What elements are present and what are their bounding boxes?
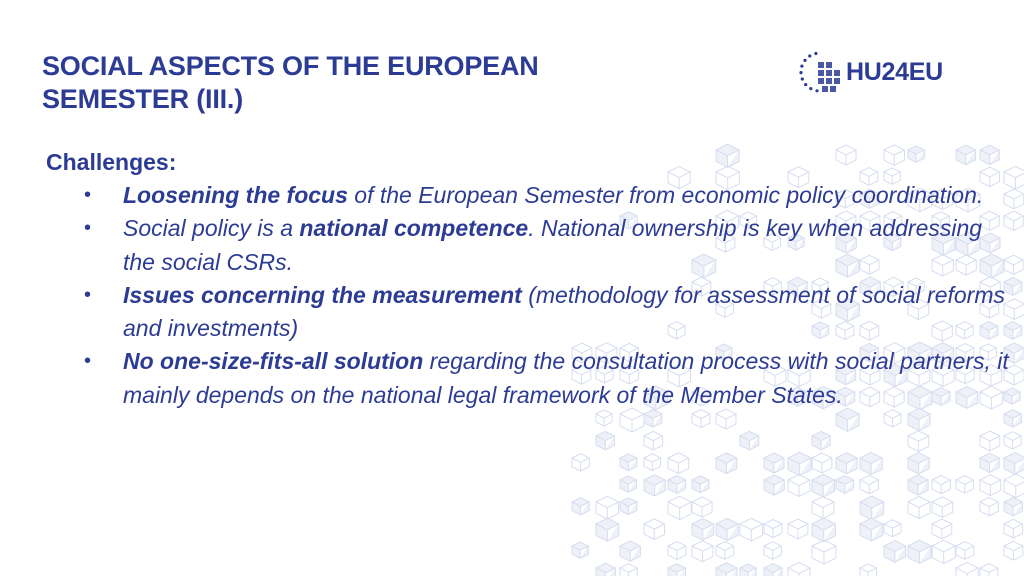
pattern-cube <box>1004 541 1023 560</box>
pattern-cube <box>812 474 835 497</box>
pattern-cube <box>644 454 661 471</box>
bullet-icon: • <box>84 350 92 373</box>
logo-cube <box>818 70 824 76</box>
logo-star <box>803 59 806 62</box>
pattern-cube <box>1004 410 1021 427</box>
bullet-bold: No one-size-fits-all solution <box>123 348 424 375</box>
list-item <box>46 179 1016 212</box>
pattern-cube <box>932 475 950 493</box>
pattern-cube <box>860 496 884 520</box>
logo-star <box>815 89 818 92</box>
bullet-icon: • <box>84 283 92 306</box>
bullet-text: of the European Semester from economic policy coordination. <box>347 182 984 208</box>
bullet-bold: Issues concerning the measurement <box>123 281 522 308</box>
pattern-cube <box>788 563 810 576</box>
pattern-cube <box>668 564 685 576</box>
pattern-cube <box>716 518 738 540</box>
pattern-cube <box>716 542 734 560</box>
pattern-cube <box>812 431 830 449</box>
pattern-cube <box>1004 497 1022 515</box>
pattern-cube <box>644 410 662 428</box>
pattern-cube <box>668 496 691 519</box>
pattern-cube <box>740 431 759 450</box>
pattern-cube <box>740 518 763 541</box>
pattern-cube <box>716 453 737 474</box>
logo-cube <box>818 62 824 68</box>
pattern-cube <box>692 519 714 541</box>
pattern-cube <box>980 475 1001 496</box>
pattern-cube <box>932 497 953 518</box>
bullet-icon: • <box>84 184 92 206</box>
pattern-cube <box>908 496 930 518</box>
pattern-cube <box>764 542 781 559</box>
pattern-cube <box>836 453 857 474</box>
pattern-cube <box>812 540 836 564</box>
pattern-cube <box>596 563 615 576</box>
pattern-cube <box>860 475 878 493</box>
pattern-cube <box>572 542 588 558</box>
pattern-cube <box>1004 474 1024 498</box>
logo-cube <box>826 62 832 68</box>
pattern-cube <box>980 453 999 472</box>
pattern-cube <box>980 431 1000 451</box>
logo-cube <box>834 70 840 76</box>
slide-title <box>42 50 682 116</box>
pattern-cube <box>884 541 906 563</box>
pattern-cube <box>620 498 637 515</box>
logo-star <box>801 77 804 80</box>
pattern-cube <box>644 475 665 496</box>
pattern-cube <box>956 476 973 493</box>
pattern-cube <box>572 498 589 515</box>
pattern-cube <box>980 564 998 576</box>
pattern-cube <box>788 519 808 539</box>
slide-title-line-2: SEMESTER (III.) <box>42 84 244 114</box>
bullet-text: (methodology for assessment of social reforms and investments) <box>123 281 1006 342</box>
pattern-cube <box>596 518 619 541</box>
pattern-cube <box>812 453 832 473</box>
pattern-cube <box>932 540 955 563</box>
pattern-cube <box>980 497 998 515</box>
logo-star <box>814 52 817 55</box>
list-item <box>46 279 1016 346</box>
pattern-cube <box>692 497 712 517</box>
logo-cube <box>822 86 828 92</box>
logo-star <box>809 87 812 90</box>
pattern-cube <box>788 452 811 475</box>
pattern-cube <box>764 453 784 473</box>
bullet-text: regarding the consultation process with social partners, it mainly depends on the national legal framework of the Member States. <box>123 348 1009 408</box>
pattern-cube <box>860 518 883 541</box>
pattern-cube <box>956 542 974 560</box>
pattern-cube <box>692 541 713 562</box>
pattern-cube <box>644 431 663 450</box>
pattern-cube <box>716 563 737 576</box>
pattern-cube <box>620 564 637 576</box>
pattern-cube <box>620 454 637 471</box>
pattern-cube <box>668 542 686 560</box>
logo-star <box>804 83 807 86</box>
pattern-cube <box>692 476 709 493</box>
pattern-cube <box>956 562 978 576</box>
pattern-cube <box>788 475 810 497</box>
pattern-cube <box>1004 519 1023 538</box>
logo-cube <box>834 78 840 84</box>
pattern-cube <box>764 475 784 495</box>
bullet-text: . National ownership is key when addressing the social CSRs. <box>123 215 983 275</box>
pattern-cube <box>668 453 689 474</box>
pattern-cube <box>908 540 931 563</box>
pattern-cube <box>908 431 929 452</box>
pattern-cube <box>620 541 640 561</box>
slide-title-line-1: SOCIAL ASPECTS OF THE EUROPEAN <box>42 51 539 81</box>
pattern-cube <box>884 520 901 537</box>
list-item <box>46 345 1016 412</box>
bullet-icon: • <box>84 217 92 240</box>
logo-cube <box>826 78 832 84</box>
slide-content <box>46 146 1016 412</box>
pattern-cube <box>764 563 782 576</box>
pattern-cube <box>692 409 710 427</box>
pattern-cube <box>860 452 882 474</box>
logo-star <box>799 71 802 74</box>
pattern-cube <box>812 497 834 519</box>
pattern-cube <box>932 519 952 539</box>
bullet-bold: national competence <box>299 215 529 242</box>
pattern-cube <box>596 431 614 449</box>
hu24eu-logo <box>796 50 943 94</box>
pattern-cube <box>860 564 877 576</box>
pattern-cube <box>812 518 836 542</box>
pattern-cube <box>620 476 636 492</box>
pattern-cube <box>836 476 854 494</box>
pattern-cube <box>908 475 928 495</box>
pattern-cube <box>884 410 901 427</box>
pattern-cube <box>908 453 929 474</box>
challenges-list <box>46 179 1016 412</box>
pattern-cube <box>1004 453 1024 475</box>
logo-cube <box>826 70 832 76</box>
pattern-cube <box>644 519 665 540</box>
pattern-cube <box>668 476 686 494</box>
logo-cube <box>818 78 824 84</box>
challenges-heading: Challenges: <box>46 149 177 175</box>
pattern-cube <box>1004 432 1021 449</box>
logo-cube <box>830 86 836 92</box>
pattern-cube <box>740 564 756 576</box>
logo-star <box>800 65 803 68</box>
bullet-text-pre: Social policy is a <box>123 215 300 242</box>
bullet-bold: Loosening the focus <box>123 182 348 208</box>
logo-star <box>808 54 811 57</box>
pattern-cube <box>764 519 782 537</box>
pattern-cube <box>596 496 619 519</box>
logo-text: HU24EU <box>846 57 943 86</box>
pattern-cube <box>572 454 589 471</box>
eu-stars-cube-icon <box>796 50 844 94</box>
list-item <box>46 212 1016 279</box>
pattern-cube <box>596 410 612 426</box>
